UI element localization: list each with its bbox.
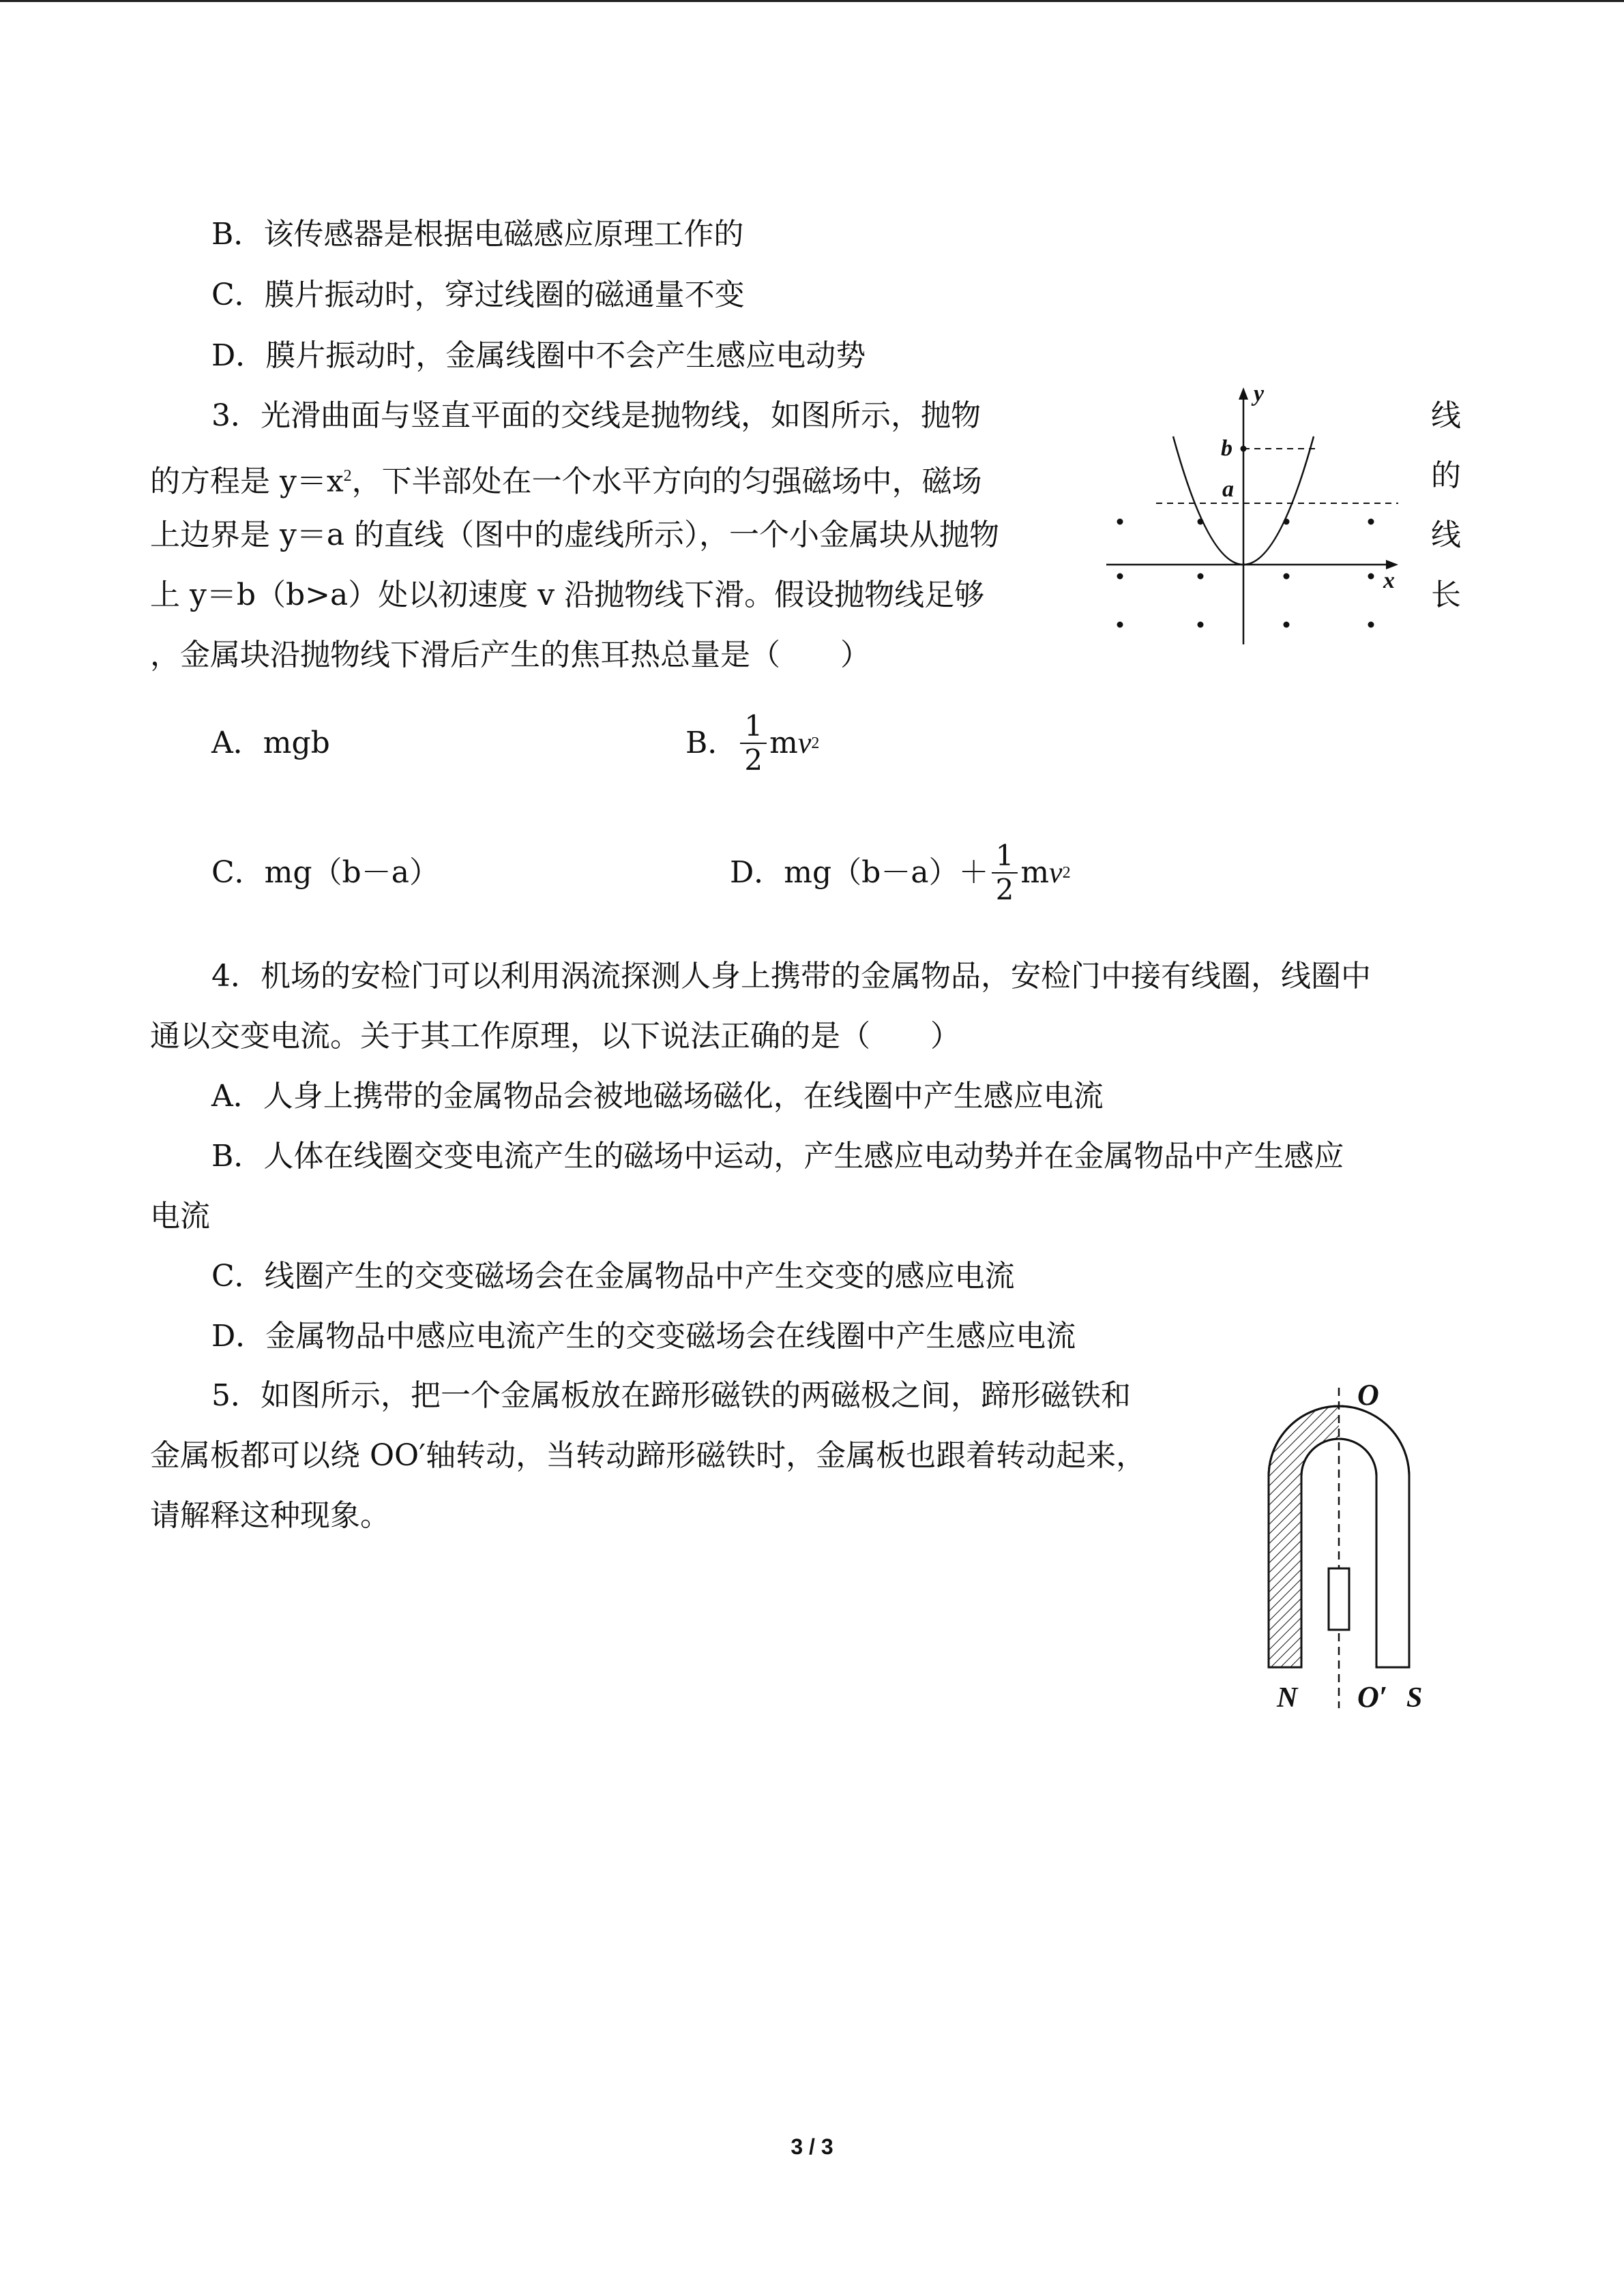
- label-o: O: [1357, 1378, 1379, 1412]
- q3-stem-line5: ，金属块沿抛物线下滑后产生的焦耳热总量是（ ）: [150, 638, 870, 672]
- q3-side-char: 线: [1431, 398, 1461, 433]
- q4-stem-line2: 通以交变电流。关于其工作原理，以下说法正确的是（ ）: [150, 1019, 960, 1054]
- label-n: N: [1277, 1682, 1298, 1714]
- y-axis-label: y: [1254, 382, 1265, 406]
- q3-stem-line2: 的方程是 $y=x^2$，下半部处在一个水平方向的匀强磁场中，磁场: [150, 464, 982, 499]
- q3-option-a: A．mgb: [211, 726, 330, 760]
- metal-plate: [1329, 1568, 1349, 1630]
- fraction-half: $\frac{1}{2}$: [740, 710, 767, 777]
- q2-option-c: C．膜片振动时，穿过线圈的磁通量不变: [211, 278, 745, 312]
- label-s: S: [1406, 1682, 1423, 1714]
- top-border: [0, 0, 1624, 2]
- q5-stem-line3: 请解释这种现象。: [150, 1498, 390, 1533]
- a-label: a: [1222, 477, 1234, 502]
- q5-horseshoe-magnet-figure: [1255, 1374, 1446, 1715]
- magnetic-field-dots: [1117, 519, 1374, 628]
- q5-stem-line2: 金属板都可以绕 OO′轴转动，当转动蹄形磁铁时，金属板也跟着转动起来，: [150, 1438, 1147, 1473]
- q4-option-b-line1: B．人体在线圈交变电流产生的磁场中运动，产生感应电动势并在金属物品中产生感应: [211, 1139, 1344, 1174]
- q3-side-char: 的: [1431, 458, 1461, 493]
- label-o-prime: O′: [1357, 1680, 1388, 1714]
- q3-stem-line1: 3．光滑曲面与竖直平面的交线是抛物线，如图所示，抛物: [211, 398, 981, 433]
- q3-side-char: 线: [1431, 518, 1461, 552]
- page-number: 3 / 3: [791, 2134, 833, 2159]
- q2-option-b: B．该传感器是根据电磁感应原理工作的: [211, 217, 744, 252]
- q3-stem-line3: 上边界是 y＝a 的直线（图中的虚线所示），一个小金属块从抛物: [150, 518, 1000, 552]
- q4-option-c: C．线圈产生的交变磁场会在金属物品中产生交变的感应电流: [211, 1259, 1015, 1294]
- q3-stem-line4: 上 y＝b（b>a）处以初速度 v 沿抛物线下滑。假设抛物线足够: [150, 578, 985, 612]
- q2-option-d: D．膜片振动时，金属线圈中不会产生感应电动势: [211, 338, 866, 373]
- q4-option-a: A．人身上携带的金属物品会被地磁场磁化，在线圈中产生感应电流: [211, 1079, 1104, 1114]
- q3-option-b: B． $\frac{1}{2}$ m v 2: [685, 709, 820, 777]
- b-label: b: [1221, 436, 1232, 461]
- q3-parabola-figure: [1098, 382, 1426, 655]
- q4-option-d: D．金属物品中感应电流产生的交变磁场会在线圈中产生感应电流: [211, 1319, 1076, 1354]
- q3-option-d: D．mg（b－a）＋ $\frac{1}{2}$ m v 2: [730, 839, 1071, 906]
- q3-side-char: 长: [1431, 578, 1461, 612]
- q4-option-b-line2: 电流: [150, 1199, 210, 1234]
- q3-option-c: C．mg（b－a）: [211, 855, 439, 890]
- q5-stem-line1: 5．如图所示，把一个金属板放在蹄形磁铁的两磁极之间，蹄形磁铁和: [211, 1378, 1131, 1413]
- x-axis-label: x: [1383, 568, 1395, 593]
- q4-stem-line1: 4．机场的安检门可以利用涡流探测人身上携带的金属物品，安检门中接有线圈，线圈中: [211, 959, 1371, 994]
- fraction-half: $\frac{1}{2}$: [992, 839, 1018, 906]
